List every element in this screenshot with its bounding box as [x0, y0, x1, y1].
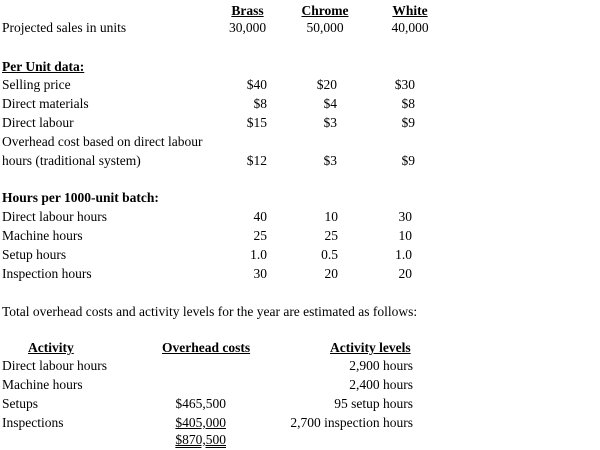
level-direct-labour-hours: 2,900 hours [349, 358, 413, 373]
direct-materials-brass: $8 [253, 96, 267, 111]
level-inspections: 2,700 inspection hours [290, 415, 413, 430]
projected-sales-white: 40,000 [391, 20, 429, 35]
activity-levels-header: Activity levels [330, 340, 411, 355]
product-header-brass: Brass [231, 3, 264, 18]
product-header-chrome: Chrome [301, 3, 349, 18]
inspection-hours-brass: 30 [253, 266, 267, 281]
overhead-white: $9 [401, 153, 415, 168]
row-label-direct-labour: Direct labour [2, 115, 74, 130]
projected-sales-brass: 30,000 [228, 20, 267, 35]
machine-hours-chrome: 25 [324, 228, 338, 243]
setup-hours-brass: 1.0 [250, 247, 267, 262]
inspection-hours-chrome: 20 [324, 266, 338, 281]
dl-hours-brass: 40 [253, 209, 267, 224]
inspection-hours-white: 20 [398, 266, 412, 281]
summary-sentence: Total overhead costs and activity levels for the year are estimated as follows: [2, 304, 418, 319]
activity-header: Activity [28, 340, 74, 355]
direct-labour-brass: $15 [246, 115, 267, 130]
row-label-direct-labour-hours: Direct labour hours [2, 209, 107, 224]
level-machine-hours: 2,400 hours [349, 377, 413, 392]
overhead-setups: $465,500 [175, 396, 226, 411]
overhead-costs-header: Overhead costs [162, 340, 251, 355]
machine-hours-brass: 25 [253, 228, 267, 243]
activity-machine-hours: Machine hours [2, 377, 83, 392]
direct-labour-chrome: $3 [323, 115, 337, 130]
dl-hours-chrome: 10 [324, 209, 338, 224]
row-label-inspection-hours: Inspection hours [2, 266, 92, 281]
direct-labour-white: $9 [401, 115, 415, 130]
projected-sales-chrome: 50,000 [306, 20, 344, 35]
overhead-total: $870,500 [175, 432, 226, 447]
activity-setups: Setups [2, 396, 39, 411]
overhead-chrome: $3 [323, 153, 337, 168]
row-label-direct-materials: Direct materials [2, 96, 89, 111]
setup-hours-chrome: 0.5 [321, 247, 338, 262]
selling-price-white: $30 [394, 77, 415, 92]
overhead-inspections: $405,000 [175, 415, 226, 430]
product-header-white: White [392, 3, 428, 18]
overhead-brass: $12 [246, 153, 267, 168]
row-label-machine-hours: Machine hours [2, 228, 83, 243]
activity-inspections: Inspections [2, 415, 64, 430]
activity-direct-labour-hours: Direct labour hours [2, 358, 107, 373]
overhead-label-line2: hours (traditional system) [2, 153, 141, 168]
selling-price-chrome: $20 [316, 77, 337, 92]
projected-sales-label: Projected sales in units [2, 20, 127, 35]
dl-hours-white: 30 [398, 209, 412, 224]
direct-materials-chrome: $4 [323, 96, 337, 111]
setup-hours-white: 1.0 [395, 247, 412, 262]
row-label-setup-hours: Setup hours [2, 247, 67, 262]
hours-per-batch-heading: Hours per 1000-unit batch: [2, 190, 159, 205]
per-unit-heading: Per Unit data: [2, 59, 85, 74]
selling-price-brass: $40 [246, 77, 267, 92]
overhead-label-line1: Overhead cost based on direct labour [2, 134, 203, 149]
direct-materials-white: $8 [401, 96, 415, 111]
machine-hours-white: 10 [398, 228, 412, 243]
level-setups: 95 setup hours [334, 396, 413, 411]
row-label-selling-price: Selling price [2, 77, 71, 92]
